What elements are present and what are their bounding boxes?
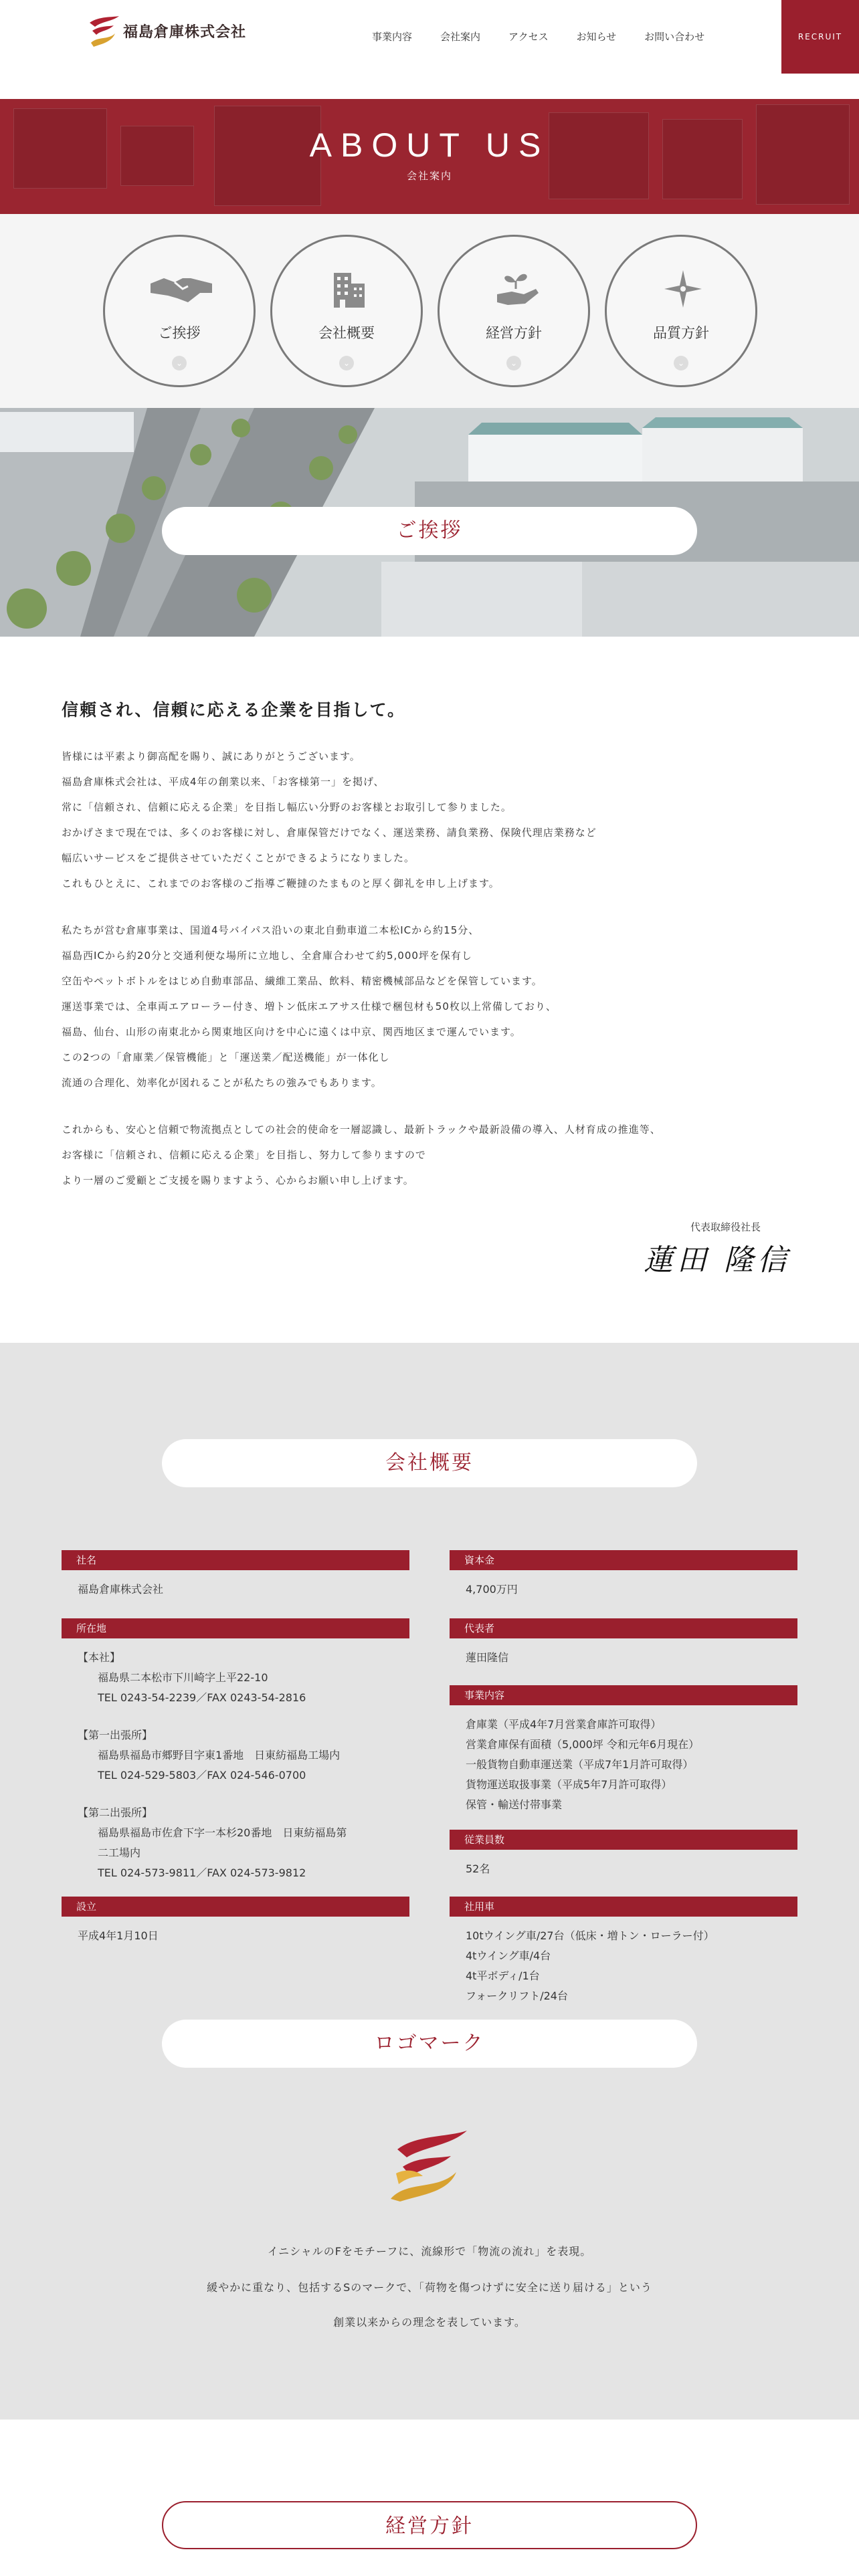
chevron-down-icon: ⌄ [339, 356, 354, 370]
greeting-heading: ご挨拶 [162, 507, 697, 555]
circle-label: 品質方針 [653, 325, 709, 341]
logomark-heading: ロゴマーク [162, 2020, 697, 2068]
greeting-line: おかげさまで現在では、多くのお客様に対し、倉庫保管だけでなく、運送業務、請負業務、保険代理店業務など [62, 827, 597, 839]
greeting-line: 常に「信頼され、信頼に応える企業」を目指し幅広い分野のお客様とお取引して参りました。 [62, 801, 512, 813]
circle-label: 経営方針 [486, 325, 542, 341]
label-vehicles: 社用車 [450, 1897, 797, 1917]
logomark-desc-line: イニシャルのFをモチーフに、流線形で「物流の流れ」を表現。 [267, 2245, 592, 2258]
main-nav [372, 29, 733, 43]
label-business: 事業内容 [450, 1685, 797, 1705]
business-item: 保管・輸送付帯事業 [466, 1798, 563, 1811]
greeting-title: 信頼され、信頼に応える企業を目指して。 [62, 700, 406, 720]
value-employees: 52名 [466, 1862, 490, 1875]
label-employees: 従業員数 [450, 1830, 797, 1850]
greeting-line: この2つの「倉庫業／保管機能」と「運送業／配送機能」が一体化し [62, 1051, 390, 1063]
greeting-line: 福島西ICから約20分と交通利便な場所に立地し、全倉庫合わせて約5,000坪を保有し [62, 950, 472, 962]
greeting-line: 幅広いサービスをご提供させていただくことができるようになりました。 [62, 852, 415, 864]
greeting-line: これもひとえに、これまでのお客様のご指導ご鞭撻のたまものと厚く御礼を申し上げます。 [62, 877, 500, 889]
greeting-line: これからも、安心と信頼で物流拠点としての社会的使命を一層認識し、最新トラックや最新設備の導入、人材育成の推進等、 [62, 1123, 661, 1136]
business-item: 貨物運送取扱事業（平成5年7月許可取得） [466, 1778, 672, 1791]
circle-company[interactable] [270, 235, 423, 387]
nav-news[interactable]: お知らせ [576, 31, 617, 43]
value-established: 平成4年1月10日 [78, 1929, 159, 1942]
hero-subtitle: 会社案内 [406, 170, 452, 182]
site-header [0, 0, 859, 74]
greeting-line: 運送事業では、全車両エアローラー付き、増トン低床エアサス仕様で梱包材も50枚以上常備しており、 [62, 1000, 557, 1012]
chevron-down-icon: ⌄ [674, 356, 688, 370]
branch2-address-cont: 二工場内 [98, 1846, 141, 1859]
nav-company[interactable]: 会社案内 [440, 31, 481, 43]
hq-tel: TEL 0243-54-2239／FAX 0243-54-2816 [98, 1691, 306, 1704]
value-capital: 4,700万円 [466, 1583, 518, 1596]
logomark-icon [387, 2129, 470, 2202]
circle-label: 会社概要 [318, 325, 375, 341]
hero-title: ABOUT US [309, 126, 550, 164]
handshake-icon [148, 269, 215, 309]
recruit-button[interactable]: RECRUIT [781, 0, 859, 74]
logo-mark-icon [86, 13, 120, 48]
label-established: 設立 [62, 1897, 409, 1917]
greeting-line: 皆様には平素より御高配を賜り、誠にありがとうございます。 [62, 750, 361, 762]
company-heading: 会社概要 [162, 1439, 697, 1487]
greeting-line: 福島、仙台、山形の南東北から関東地区向けを中心に遠くは中京、関西地区まで運んでいます。 [62, 1026, 521, 1038]
vehicle-item: フォークリフト/24台 [466, 1990, 568, 2002]
section-nav [0, 214, 859, 408]
ceo-title: 代表取締役社長 [690, 1221, 761, 1233]
logo-text: 福島倉庫株式会社 [123, 23, 247, 41]
vehicle-item: 4tウイング車/4台 [466, 1949, 551, 1962]
branch1-label: 【第一出張所】 [78, 1729, 153, 1741]
label-representative: 代表者 [450, 1618, 797, 1638]
greeting-line: 私たちが営む倉庫事業は、国道4号バイパス沿いの東北自動車道二本松ICから約15分、 [62, 924, 480, 936]
branch2-label: 【第二出張所】 [78, 1806, 153, 1819]
nav-business[interactable]: 事業内容 [372, 31, 413, 43]
hand-plant-icon [482, 269, 549, 309]
greeting-line: お客様に「信頼され、信頼に応える企業」を目指し、努力して参りますので [62, 1149, 426, 1161]
greeting-line: 流通の合理化、効率化が図れることが私たちの強みでもあります。 [62, 1077, 382, 1089]
business-item: 営業倉庫保有面積（5,000坪 令和元年6月現在） [466, 1738, 700, 1751]
branch1-address: 福島県福島市郷野目字東1番地 日東紡福島工場内 [98, 1749, 341, 1761]
hero-banner [0, 99, 859, 214]
circle-policy[interactable] [438, 235, 590, 387]
greeting-line: 福島倉庫株式会社は、平成4年の創業以来、「お客様第一」を掲げ、 [62, 776, 385, 788]
label-location: 所在地 [62, 1618, 409, 1638]
logomark-desc-line: 緩やかに重なり、包括するSのマークで、「荷物を傷つけずに安全に送り届ける」という [207, 2281, 652, 2294]
greeting-line: より一層のご愛顧とご支援を賜りますよう、心からお願い申し上げます。 [62, 1174, 414, 1186]
policy-heading: 経営方針 [162, 2501, 697, 2549]
hq-address: 福島県二本松市下川崎字上平22-10 [98, 1671, 268, 1684]
business-item: 倉庫業（平成4年7月営業倉庫許可取得） [466, 1718, 662, 1731]
vehicle-item: 10tウイング車/27台（低床・増トン・ローラー付） [466, 1929, 714, 1942]
circle-greeting[interactable] [103, 235, 256, 387]
branch2-address: 福島県福島市佐倉下字一本杉20番地 日東紡福島第 [98, 1826, 347, 1839]
greeting-line: 空缶やペットボトルをはじめ自動車部品、繊維工業品、飲料、精密機械部品などを保管しています。 [62, 975, 543, 987]
label-capital: 資本金 [450, 1550, 797, 1570]
ceo-signature: 蓮田 隆信 [644, 1243, 791, 1277]
value-representative: 蓮田隆信 [466, 1651, 509, 1664]
chevron-down-icon: ⌄ [172, 356, 187, 370]
logo[interactable] [86, 13, 246, 48]
nav-contact[interactable]: お問い合わせ [644, 31, 705, 43]
facility-photo [0, 408, 859, 637]
vehicle-item: 4t平ボディ/1台 [466, 1969, 540, 1982]
circle-quality[interactable] [605, 235, 757, 387]
value-name: 福島倉庫株式会社 [78, 1583, 164, 1596]
branch2-tel: TEL 024-573-9811／FAX 024-573-9812 [98, 1866, 306, 1879]
building-icon [315, 269, 382, 309]
sparkle-icon [650, 269, 717, 309]
nav-access[interactable]: アクセス [508, 31, 549, 43]
circle-label: ご挨拶 [158, 325, 201, 341]
business-item: 一般貨物自動車運送業（平成7年1月許可取得） [466, 1758, 694, 1771]
logomark-desc-line: 創業以来からの理念を表しています。 [333, 2316, 526, 2329]
hq-label: 【本社】 [78, 1651, 121, 1664]
label-name: 社名 [62, 1550, 409, 1570]
branch1-tel: TEL 024-529-5803／FAX 024-546-0700 [98, 1769, 306, 1782]
chevron-down-icon: ⌄ [506, 356, 521, 370]
